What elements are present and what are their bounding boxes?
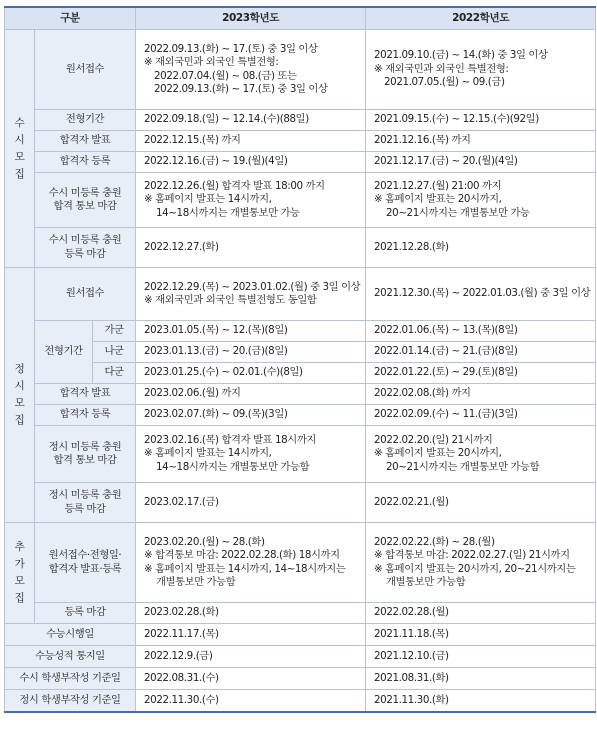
group-label: 다군 [93, 363, 136, 384]
cell-2022: 2022.01.22.(토) ~ 29.(토)(8일) [366, 363, 596, 384]
section-label-jeongsi: 정시모집 [5, 268, 35, 523]
cell-2022: 2021.08.31.(화) [366, 668, 596, 690]
cell-2023: 2023.02.16.(목) 합격자 발표 18시까지 ※ 홈페이지 발표는 14시까지, 14~18시까지는 개별통보만 가능함 [136, 426, 366, 483]
cell-2022: 2022.02.22.(화) ~ 28.(월) ※ 합격통보 마감: 2022.02.27.(일) 21시까지 ※ 홈페이지 발표는 20시까지, 20~21시까지는 개별통보만 가능함 [366, 523, 596, 603]
row-label: 정시 미등록 충원 등록 마감 [35, 483, 136, 523]
cell-2023: 2023.01.25.(수) ~ 02.01.(수)(8일) [136, 363, 366, 384]
cell-2023: 2022.08.31.(수) [136, 668, 366, 690]
row-label: 등록 마감 [35, 603, 136, 624]
table-row [5, 384, 596, 405]
row-label: 합격자 등록 [35, 405, 136, 426]
cell-2022: 2021.09.10.(금) ~ 14.(화) 중 3일 이상 ※ 재외국민과 외국인 특별전형: 2021.07.05.(월) ~ 09.(금) [366, 30, 596, 110]
cell-2023: 2023.02.17.(금) [136, 483, 366, 523]
table-row [5, 690, 596, 712]
cell-2022: 2022.02.20.(일) 21시까지 ※ 홈페이지 발표는 20시까지, 20~21시까지는 개별통보만 가능함 [366, 426, 596, 483]
section-label-chuga: 추가모집 [5, 523, 35, 624]
section-label-susi: 수시모집 [5, 30, 35, 268]
row-label: 수시 미등록 충원 등록 마감 [35, 228, 136, 268]
cell-2022: 2021.11.18.(목) [366, 624, 596, 646]
table-row [5, 603, 596, 624]
cell-2022: 2022.02.28.(월) [366, 603, 596, 624]
row-label: 수능성적 통지일 [5, 646, 136, 668]
table-row [5, 342, 596, 363]
table-row [5, 483, 596, 523]
row-label-period: 전형기간 [35, 321, 93, 384]
cell-2023: 2023.02.06.(월) 까지 [136, 384, 366, 405]
table-row [5, 405, 596, 426]
header-year-2023: 2023학년도 [136, 7, 366, 30]
row-label: 수시 미등록 충원 합격 통보 마감 [35, 173, 136, 228]
table-header-row [5, 7, 596, 30]
cell-2023: 2022.09.13.(화) ~ 17.(토) 중 3일 이상 ※ 재외국민과 외국인 특별전형: 2022.07.04.(월) ~ 08.(금) 또는 2022.09.13.(화) ~ 17.(토) 중 3일 이상 [136, 30, 366, 110]
cell-2022: 2022.02.09.(수) ~ 11.(금)(3일) [366, 405, 596, 426]
table-row [5, 110, 596, 131]
cell-2023: 2023.02.20.(월) ~ 28.(화) ※ 합격통보 마감: 2022.02.28.(화) 18시까지 ※ 홈페이지 발표는 14시까지, 14~18시까지는 개별통보만 가능함 [136, 523, 366, 603]
table-row [5, 624, 596, 646]
table-row [5, 173, 596, 228]
table-row [5, 268, 596, 321]
header-year-2022: 2022학년도 [366, 7, 596, 30]
table-row [5, 152, 596, 173]
row-label: 수능시행일 [5, 624, 136, 646]
table-row [5, 668, 596, 690]
table-row [5, 131, 596, 152]
cell-2023: 2022.12.29.(목) ~ 2023.01.02.(월) 중 3일 이상 ※ 재외국민과 외국인 특별전형도 동일함 [136, 268, 366, 321]
row-label: 원서접수 [35, 268, 136, 321]
cell-2023: 2022.12.26.(월) 합격자 발표 18:00 까지 ※ 홈페이지 발표는 14시까지, 14~18시까지는 개별통보만 가능 [136, 173, 366, 228]
cell-2022: 2022.01.06.(목) ~ 13.(목)(8일) [366, 321, 596, 342]
group-label: 나군 [93, 342, 136, 363]
table-row [5, 30, 596, 110]
row-label: 합격자 발표 [35, 384, 136, 405]
cell-2022: 2021.09.15.(수) ~ 12.15.(수)(92일) [366, 110, 596, 131]
cell-2022: 2021.12.16.(목) 까지 [366, 131, 596, 152]
cell-2022: 2022.02.21.(월) [366, 483, 596, 523]
row-label: 전형기간 [35, 110, 136, 131]
cell-2022: 2021.11.30.(화) [366, 690, 596, 712]
table-row [5, 363, 596, 384]
row-label: 정시 미등록 충원 합격 통보 마감 [35, 426, 136, 483]
row-label: 합격자 발표 [35, 131, 136, 152]
row-label: 원서접수·전형일· 합격자 발표·등록 [35, 523, 136, 603]
cell-2023: 2023.02.07.(화) ~ 09.(목)(3일) [136, 405, 366, 426]
table-row [5, 228, 596, 268]
cell-2022: 2021.12.28.(화) [366, 228, 596, 268]
table-row [5, 646, 596, 668]
row-label: 정시 학생부작성 기준일 [5, 690, 136, 712]
cell-2023: 2023.02.28.(화) [136, 603, 366, 624]
row-label: 원서접수 [35, 30, 136, 110]
cell-2023: 2022.12.16.(금) ~ 19.(월)(4일) [136, 152, 366, 173]
cell-2023: 2023.01.05.(목) ~ 12.(목)(8일) [136, 321, 366, 342]
cell-2022: 2022.01.14.(금) ~ 21.(금)(8일) [366, 342, 596, 363]
cell-2022: 2021.12.17.(금) ~ 20.(월)(4일) [366, 152, 596, 173]
cell-2023: 2022.11.30.(수) [136, 690, 366, 712]
table-row [5, 426, 596, 483]
cell-2023: 2023.01.13.(금) ~ 20.(금)(8일) [136, 342, 366, 363]
admission-schedule-table [4, 6, 596, 713]
table-row [5, 523, 596, 603]
group-label: 가군 [93, 321, 136, 342]
cell-2022: 2021.12.10.(금) [366, 646, 596, 668]
cell-2023: 2022.12.27.(화) [136, 228, 366, 268]
cell-2022: 2021.12.27.(월) 21:00 까지 ※ 홈페이지 발표는 20시까지, 20~21시까지는 개별통보만 가능 [366, 173, 596, 228]
cell-2023: 2022.12.15.(목) 까지 [136, 131, 366, 152]
cell-2023: 2022.11.17.(목) [136, 624, 366, 646]
cell-2023: 2022.09.18.(일) ~ 12.14.(수)(88일) [136, 110, 366, 131]
cell-2023: 2022.12.9.(금) [136, 646, 366, 668]
table-row [5, 321, 596, 342]
cell-2022: 2021.12.30.(목) ~ 2022.01.03.(월) 중 3일 이상 [366, 268, 596, 321]
row-label: 합격자 등록 [35, 152, 136, 173]
row-label: 수시 학생부작성 기준일 [5, 668, 136, 690]
header-category: 구분 [5, 7, 136, 30]
cell-2022: 2022.02.08.(화) 까지 [366, 384, 596, 405]
